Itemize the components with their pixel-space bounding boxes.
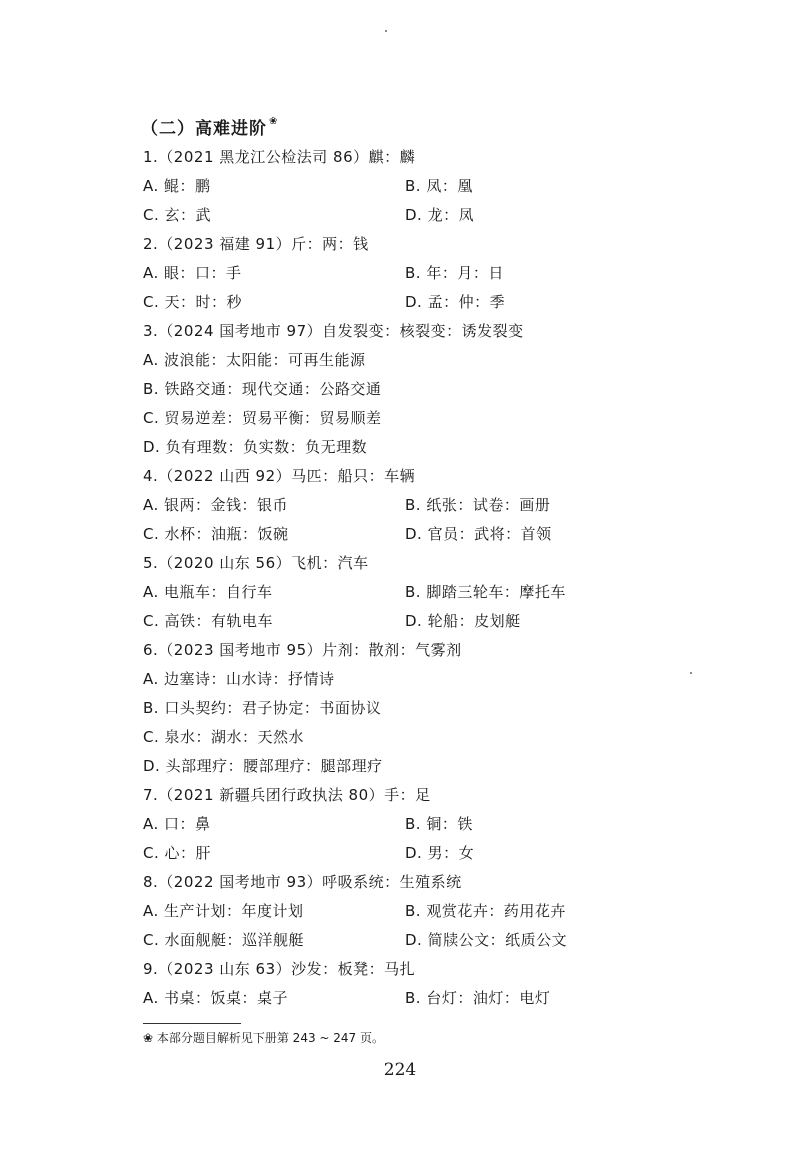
option-b: B. 台灯：油灯：电灯 [405, 989, 551, 1007]
option-b: B. 铁路交通：现代交通：公路交通 [143, 380, 382, 398]
option-c: C. 泉水：湖水：天然水 [143, 728, 305, 746]
option-c: C. 高铁：有轨电车 [143, 612, 274, 630]
option-c: C. 天：时：秒 [143, 293, 243, 311]
option-c: C. 玄：武 [143, 206, 212, 224]
option-d: D. 龙：凤 [405, 206, 475, 224]
question-stem: 4.（2022 山西 92）马匹：船只：车辆 [143, 467, 416, 485]
question-stem: 9.（2023 山东 63）沙发：板凳：马扎 [143, 960, 416, 978]
footnote-marker-icon: ❀ [269, 116, 279, 127]
option-a: A. 生产计划：年度计划 [143, 902, 304, 920]
option-a: A. 鲲：鹏 [143, 177, 211, 195]
option-a: A. 银两：金钱：银币 [143, 496, 289, 514]
option-d: D. 男：女 [405, 844, 475, 862]
option-d: D. 轮船：皮划艇 [405, 612, 521, 630]
scan-speck [690, 672, 692, 674]
section-title-text: （二）高难进阶 [141, 119, 267, 139]
page-number: 224 [383, 1060, 417, 1080]
question-stem: 7.（2021 新疆兵团行政执法 80）手：足 [143, 786, 431, 804]
question-stem: 8.（2022 国考地市 93）呼吸系统：生殖系统 [143, 873, 462, 891]
scan-speck [385, 30, 387, 32]
option-d: D. 孟：仲：季 [405, 293, 506, 311]
option-b: B. 凤：凰 [405, 177, 473, 195]
option-a: A. 波浪能：太阳能：可再生能源 [143, 351, 366, 369]
option-b: B. 观赏花卉：药用花卉 [405, 902, 566, 920]
question-stem: 5.（2020 山东 56）飞机：汽车 [143, 554, 369, 572]
option-c: C. 水面舰艇：巡洋舰艇 [143, 931, 305, 949]
question-stem: 1.（2021 黑龙江公检法司 86）麒：麟 [143, 148, 416, 166]
question-stem: 6.（2023 国考地市 95）片剂：散剂：气雾剂 [143, 641, 462, 659]
option-a: A. 书桌：饭桌：桌子 [143, 989, 289, 1007]
option-c: C. 心：肝 [143, 844, 212, 862]
question-stem: 2.（2023 福建 91）斤：两：钱 [143, 235, 369, 253]
option-b: B. 口头契约：君子协定：书面协议 [143, 699, 382, 717]
option-a: A. 边塞诗：山水诗：抒情诗 [143, 670, 335, 688]
option-b: B. 年：月：日 [405, 264, 504, 282]
option-d: D. 负有理数：负实数：负无理数 [143, 438, 368, 456]
option-a: A. 眼：口：手 [143, 264, 242, 282]
option-d: D. 头部理疗：腰部理疗：腿部理疗 [143, 757, 383, 775]
option-d: D. 简牍公文：纸质公文 [405, 931, 568, 949]
option-c: C. 贸易逆差：贸易平衡：贸易顺差 [143, 409, 382, 427]
option-b: B. 纸张：试卷：画册 [405, 496, 551, 514]
footnote-divider [143, 1023, 241, 1024]
option-c: C. 水杯：油瓶：饭碗 [143, 525, 289, 543]
option-a: A. 电瓶车：自行车 [143, 583, 273, 601]
option-d: D. 官员：武将：首领 [405, 525, 552, 543]
option-b: B. 铜：铁 [405, 815, 473, 833]
option-b: B. 脚踏三轮车：摩托车 [405, 583, 566, 601]
option-a: A. 口：鼻 [143, 815, 211, 833]
footnote: ❀ 本部分题目解析见下册第 243 ~ 247 页。 [143, 1031, 384, 1045]
section-heading [141, 114, 278, 139]
question-stem: 3.（2024 国考地市 97）自发裂变：核裂变：诱发裂变 [143, 322, 524, 340]
